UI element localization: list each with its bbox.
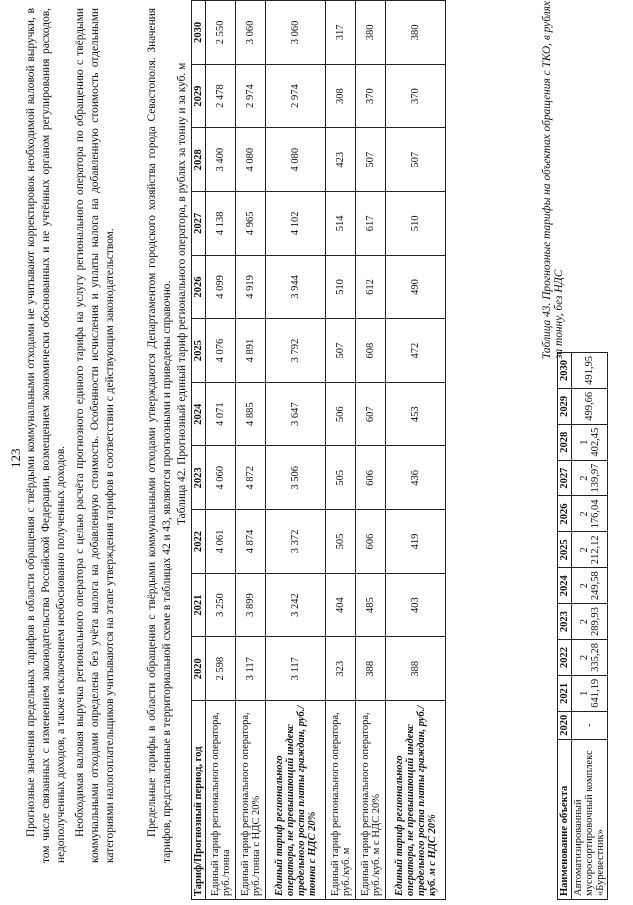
table-cell: 3 647 (266, 382, 326, 446)
table-cell: 4 891 (236, 319, 266, 383)
table-cell: 2 176,04 (572, 496, 608, 532)
table-cell: 3 944 (266, 255, 326, 319)
table-cell: 505 (326, 446, 356, 510)
page-number: 123 (8, 448, 23, 468)
table-cell: 4 080 (266, 128, 326, 192)
year-header: 2021 (192, 573, 206, 637)
table-row (572, 353, 608, 900)
table-row (326, 1, 356, 900)
table-43 (557, 352, 608, 900)
year-header: 2030 (558, 353, 572, 389)
table-header-row (192, 1, 206, 900)
table-cell: 4 099 (206, 255, 236, 319)
row-label: Единый тариф регионального оператора, руб./куб. м (326, 701, 356, 900)
table-42 (191, 0, 446, 900)
table-cell: 2 974 (236, 64, 266, 128)
year-header: 2021 (558, 675, 572, 711)
year-header: 2025 (558, 532, 572, 568)
paragraph-2: Необходимая валовая выручка регионального оператора с целью расчёта прогнозного единого тарифа на услугу регионального оператора по обращению с твёрдыми коммунальными отходами определена без учёта налога на добавленную стоимость. Особенности исчисления и уплаты налога на добавленную стоимость отдельными категориями налогоплательщиков учитываются на этапе утверждения тарифов в соответствии с действующим законодательством. (74, 8, 116, 863)
paragraph-1: Прогнозные значения предельных тарифов в области обращения с твёрдыми коммунальными отходами не учитывают корректировок необходимой валовой выручки, в том числе связанных с изменением законодательства Российской Федерации, возмещением экономически обоснованных и не учтённых органом регулирования расходов, недополученных доходов, а также исключением необоснованно полученных доходов. (25, 8, 67, 863)
table-cell: 308 (326, 64, 356, 128)
table-cell: 607 (356, 382, 386, 446)
year-header: 2022 (558, 640, 572, 676)
paragraph-3: Предельные тарифы в области обращения с твёрдыми коммунальными отходами утверждаются Департаментом городского хозяйства города Севастополя. Значения тарифов, представленные в территориальной схеме в таблицах 42 и 43, являются прогнозными и приведены справочно. (146, 8, 173, 863)
table-cell: 4 080 (236, 128, 266, 192)
table-cell: 606 (356, 446, 386, 510)
table-cell: 507 (356, 128, 386, 192)
year-header: 2028 (192, 128, 206, 192)
table-cell: 472 (386, 319, 446, 383)
table-cell: 370 (386, 64, 446, 128)
table-cell: 2 598 (206, 637, 236, 701)
table-row (386, 1, 446, 900)
table-cell: 2 212,12 (572, 532, 608, 568)
table-cell: 388 (356, 637, 386, 701)
table-cell: 499,66 (572, 388, 608, 424)
year-header: 2026 (558, 496, 572, 532)
row-label: Единый тариф регионального оператора, руб./куб. м с НДС 20% (356, 701, 386, 900)
table-cell: 606 (356, 510, 386, 574)
row-label: Автоматизированный мусоросортировочный комплекс «Буревестник» (572, 739, 608, 899)
table-cell: 317 (326, 1, 356, 65)
year-header: 2029 (558, 388, 572, 424)
table-cell: 4 071 (206, 382, 236, 446)
table-cell: 4 102 (266, 192, 326, 256)
row-label: Единый тариф регионального оператора, руб./тонна (206, 701, 236, 900)
row-label: Единый тариф регионального оператора, не превышающий индекс предельного роста платы граждан, руб./тонна с НДС 20% (266, 701, 326, 900)
table-43-caption: Таблица 43. Прогнозные тарифы на объектах обращения с ТКО, в рублях за тонну, без НДС (541, 1, 565, 359)
table-cell: 2 974 (266, 64, 326, 128)
table-cell: 423 (326, 128, 356, 192)
table-cell: 3 899 (236, 573, 266, 637)
table-cell: 510 (326, 255, 356, 319)
table-header-row (558, 353, 572, 900)
table-cell: 4 965 (236, 192, 266, 256)
table-cell: 3 060 (266, 1, 326, 65)
table-cell: 323 (326, 637, 356, 701)
table-cell: 2 289,93 (572, 604, 608, 640)
year-header: 2020 (558, 711, 572, 739)
year-header: 2029 (192, 64, 206, 128)
table-cell: 436 (386, 446, 446, 510)
table-cell: 3 400 (206, 128, 236, 192)
table-cell: 2 335,28 (572, 640, 608, 676)
year-header: 2030 (192, 1, 206, 65)
table-cell: 403 (386, 573, 446, 637)
table-cell: 3 117 (236, 637, 266, 701)
year-header: 2027 (558, 460, 572, 496)
table-cell: 510 (386, 192, 446, 256)
table-cell: 370 (356, 64, 386, 128)
year-header: 2023 (558, 604, 572, 640)
table-cell: - (572, 711, 608, 739)
table-cell: 453 (386, 382, 446, 446)
table-cell: 505 (326, 510, 356, 574)
table-row (266, 1, 326, 900)
table-cell: 1 641,19 (572, 675, 608, 711)
year-header: 2024 (558, 568, 572, 604)
year-header: 2027 (192, 192, 206, 256)
table-cell: 4 919 (236, 255, 266, 319)
table-cell: 388 (386, 637, 446, 701)
table-cell: 4 872 (236, 446, 266, 510)
table-cell: 4 061 (206, 510, 236, 574)
table-cell: 3 250 (206, 573, 236, 637)
table-cell: 3 060 (236, 1, 266, 65)
table-cell: 490 (386, 255, 446, 319)
year-header: 2028 (558, 424, 572, 460)
year-header: 2026 (192, 255, 206, 319)
table-cell: 3 506 (266, 446, 326, 510)
table-cell: 2 139,97 (572, 460, 608, 496)
table-cell: 4 138 (206, 192, 236, 256)
year-header: 2020 (192, 637, 206, 701)
table-cell: 617 (356, 192, 386, 256)
row-label: Единый тариф регионального оператора, не превышающий индекс предельного роста платы граждан, руб./куб. м с НДС 20% (386, 701, 446, 900)
table-cell: 3 372 (266, 510, 326, 574)
table-42-caption: Таблица 42. Прогнозный единый тариф регионального оператора, в рублях за тонну и за куб. м (176, 62, 188, 525)
table-cell: 3 242 (266, 573, 326, 637)
table-cell: 4 076 (206, 319, 236, 383)
table-cell: 3 792 (266, 319, 326, 383)
table-cell: 404 (326, 573, 356, 637)
table-row (236, 1, 266, 900)
table-cell: 491,95 (572, 353, 608, 389)
table-cell: 2 550 (206, 1, 236, 65)
table-cell: 507 (386, 128, 446, 192)
table-row (206, 1, 236, 900)
table-cell: 514 (326, 192, 356, 256)
table-cell: 507 (326, 319, 356, 383)
table-cell: 506 (326, 382, 356, 446)
year-header: 2024 (192, 382, 206, 446)
table-row (356, 1, 386, 900)
header-label: Тариф/Прогнозный период, год (192, 701, 206, 900)
table-cell: 2 478 (206, 64, 236, 128)
year-header: 2023 (192, 446, 206, 510)
table-cell: 4 874 (236, 510, 266, 574)
table-cell: 3 117 (266, 637, 326, 701)
table-cell: 4 060 (206, 446, 236, 510)
header-label: Наименование объекта (558, 739, 572, 899)
table-cell: 608 (356, 319, 386, 383)
table-cell: 4 885 (236, 382, 266, 446)
table-cell: 1 402,45 (572, 424, 608, 460)
table-cell: 380 (386, 1, 446, 65)
row-label: Единый тариф регионального оператора, руб./тонна с НДС 20% (236, 701, 266, 900)
table-cell: 419 (386, 510, 446, 574)
year-header: 2025 (192, 319, 206, 383)
year-header: 2022 (192, 510, 206, 574)
table-cell: 2 249,58 (572, 568, 608, 604)
table-cell: 612 (356, 255, 386, 319)
table-cell: 485 (356, 573, 386, 637)
table-cell: 380 (356, 1, 386, 65)
